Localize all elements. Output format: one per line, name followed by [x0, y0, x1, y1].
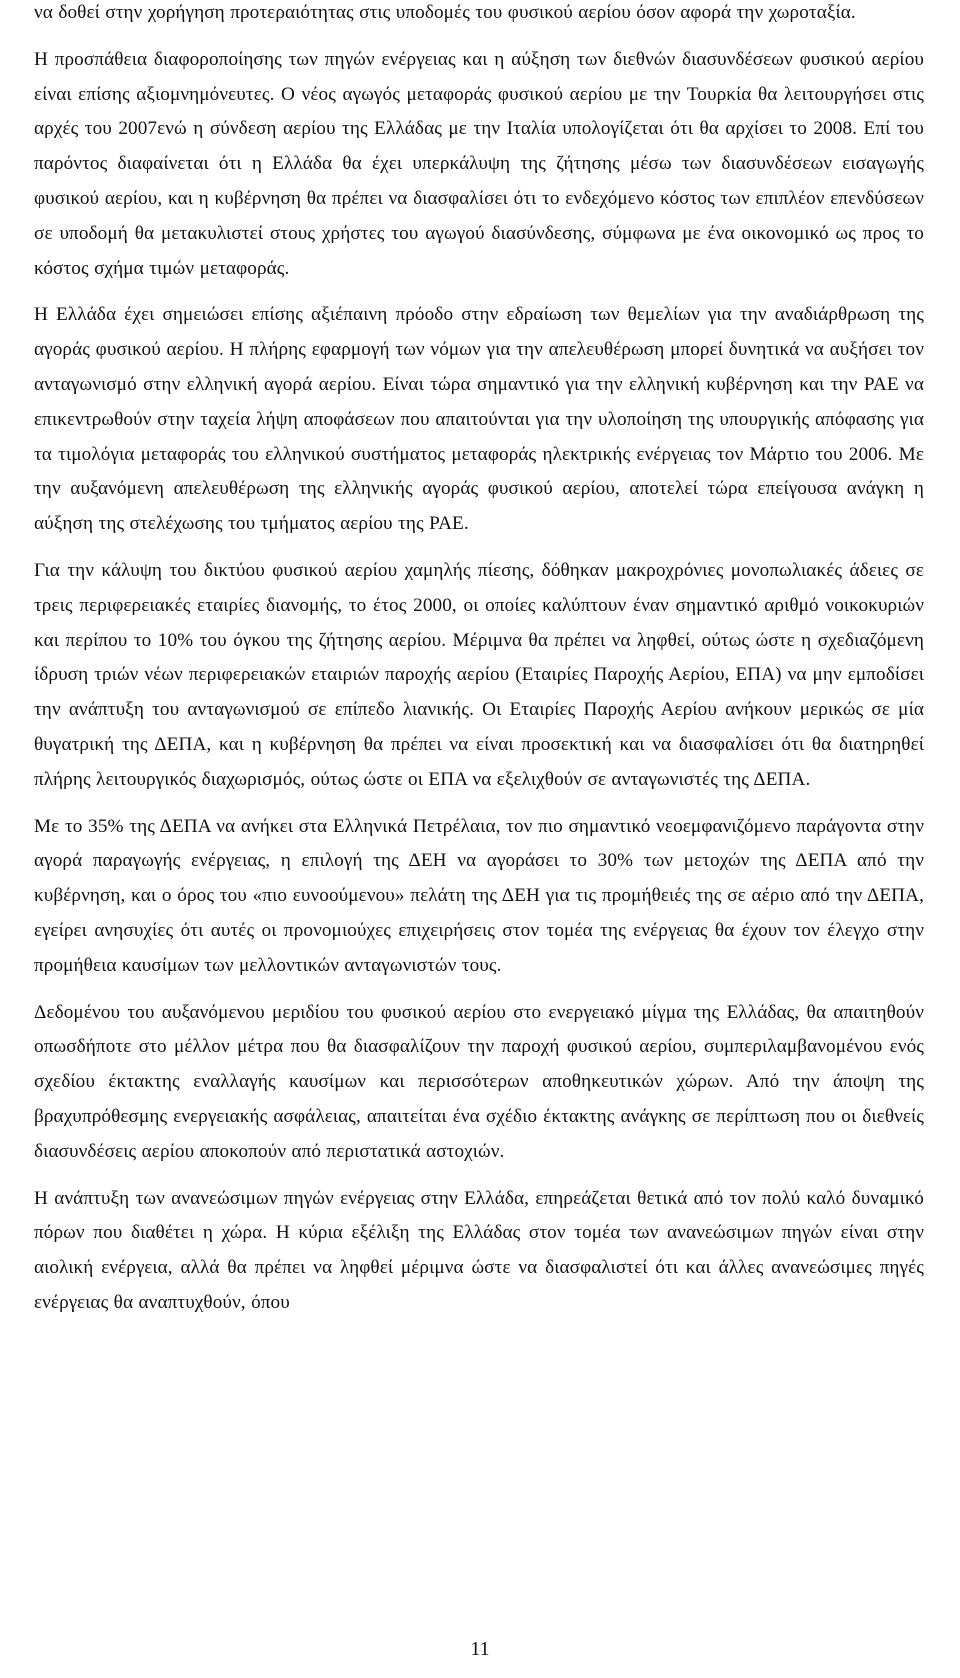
paragraph-7: Η ανάπτυξη των ανανεώσιμων πηγών ενέργειας στην Ελλάδα, επηρεάζεται θετικά από τον πολύ καλό δυναμικό πόρων που διαθέτει η χώρα. Η κύρια εξέλιξη της Ελλάδας στον τομέα των ανανεώσιμων πηγών είναι στην αιολική ενέργεια, αλλά θα πρέπει να ληφθεί μέριμνα ώστε να διασφαλιστεί ότι και άλλες ανανεώσιμες πηγές ενέργειας θα αναπτυχθούν, όπου: [34, 1187, 924, 1313]
paragraph-1: να δοθεί στην χορήγηση προτεραιότητας στις υποδομές του φυσικού αερίου όσον αφορά την χωροταξία.: [34, 2, 856, 23]
page-number: 11: [470, 1638, 490, 1660]
paragraph-3: Η Ελλάδα έχει σημειώσει επίσης αξιέπαινη πρόοδο στην εδραίωση των θεμελίων για την αναδιάρθρωση της αγοράς φυσικού αερίου. Η πλήρης εφαρμογή των νόμων για την απελευθέρωση μπορεί δυνητικά να αυξήσει τον ανταγωνισμό στην ελληνική αγορά αερίου. Είναι τώρα σημαντικό για την ελληνική κυβέρνηση και την ΡΑΕ να επικεντρωθούν στην ταχεία λήψη αποφάσεων που απαιτούνται για την υλοποίηση της υπουργικής απόφασης για τα τιμολόγια μεταφοράς του ελληνικού συστήματος μεταφοράς ηλεκτρικής ενέργειας τον Μάρτιο του 2006. Με την αυξανόμενη απελευθέρωση της ελληνικής αγοράς φυσικού αερίου, αποτελεί τώρα επείγουσα ανάγκη η αύξηση της στελέχωσης του τμήματος αερίου της ΡΑΕ.: [34, 304, 924, 535]
paragraph-4: Για την κάλυψη του δικτύου φυσικού αερίου χαμηλής πίεσης, δόθηκαν μακροχρόνιες μονοπωλιακές άδειες σε τρεις περιφερειακές εταιρίες διανομής, το έτος 2000, οι οποίες καλύπτουν έναν σημαντικό αριθμό νοικοκυριών και περίπου το 10% του όγκου της ζήτησης αερίου. Μέριμνα θα πρέπει να ληφθεί, ούτως ώστε η σχεδιαζόμενη ίδρυση τριών νέων περιφερειακών εταιριών παροχής αερίου (Εταιρίες Παροχής Αερίου, ΕΠΑ) να μην εμποδίσει την ανάπτυξη του ανταγωνισμού σε επίπεδο λιανικής. Οι Εταιρίες Παροχής Αερίου ανήκουν μερικώς σε μία θυγατρική της ΔΕΠΑ, και η κυβέρνηση θα πρέπει να είναι προσεκτική και να διασφαλίσει ότι θα διατηρηθεί πλήρης λειτουργικός διαχωρισμός, ούτως ώστε οι ΕΠΑ να εξελιχθούν σε ανταγωνιστές της ΔΕΠΑ.: [34, 559, 924, 790]
paragraph-5: Με το 35% της ΔΕΠΑ να ανήκει στα Ελληνικά Πετρέλαια, τον πιο σημαντικό νεοεμφανιζόμενο παράγοντα στην αγορά παραγωγής ενέργειας, η επιλογή της ΔΕΗ να αγοράσει το 30% των μετοχών της ΔΕΠΑ από την κυβέρνηση, και ο όρος του «πιο ευνοούμενου» πελάτη της ΔΕΗ για τις προμήθειές της σε αέριο από την ΔΕΠΑ, εγείρει ανησυχίες ότι αυτές οι προνομιούχες επιχειρήσεις στον τομέα της ενέργειας θα έχουν τον έλεγχο στην προμήθεια καυσίμων των μελλοντικών ανταγωνιστών τους.: [34, 815, 924, 976]
body-text: [34, 0, 924, 1333]
paragraph-2: Η προσπάθεια διαφοροποίησης των πηγών ενέργειας και η αύξηση των διεθνών διασυνδέσεων φυσικού αερίου είναι επίσης αξιομνημόνευτες. Ο νέος αγωγός μεταφοράς φυσικού αερίου με την Τουρκία θα λειτουργήσει στις αρχές του 2007ενώ η σύνδεση αερίου της Ελλάδας με την Ιταλία υπολογίζεται ότι θα αρχίσει το 2008. Επί του παρόντος διαφαίνεται ότι η Ελλάδα θα έχει υπερκάλυψη της ζήτησης μέσω των διασυνδέσεων εισαγωγής φυσικού αερίου, και η κυβέρνηση θα πρέπει να διασφαλίσει ότι το ενδεχόμενο κόστος των επιπλέον επενδύσεων σε υποδομή θα μετακυλιστεί στους χρήστες του αγωγού διασύνδεσης, σύμφωνα με ένα οικονομικό ως προς το κόστος σχήμα τιμών μεταφοράς.: [34, 48, 924, 279]
paragraph-6: Δεδομένου του αυξανόμενου μεριδίου του φυσικού αερίου στο ενεργειακό μίγμα της Ελλάδας, θα απαιτηθούν οπωσδήποτε στο μέλλον μέτρα που θα διασφαλίζουν την παροχή φυσικού αερίου, συμπεριλαμβανομένου ενός σχεδίου έκτακτης εναλλαγής καυσίμων και περισσότερων αποθηκευτικών χώρων. Από την άποψη της βραχυπρόθεσμης ενεργειακής ασφάλειας, απαιτείται ένα σχέδιο έκτακτης ανάγκης σε περίπτωση που οι διεθνείς διασυνδέσεις αερίου αποκοπούν από περιστατικά αστοχιών.: [34, 1001, 924, 1162]
